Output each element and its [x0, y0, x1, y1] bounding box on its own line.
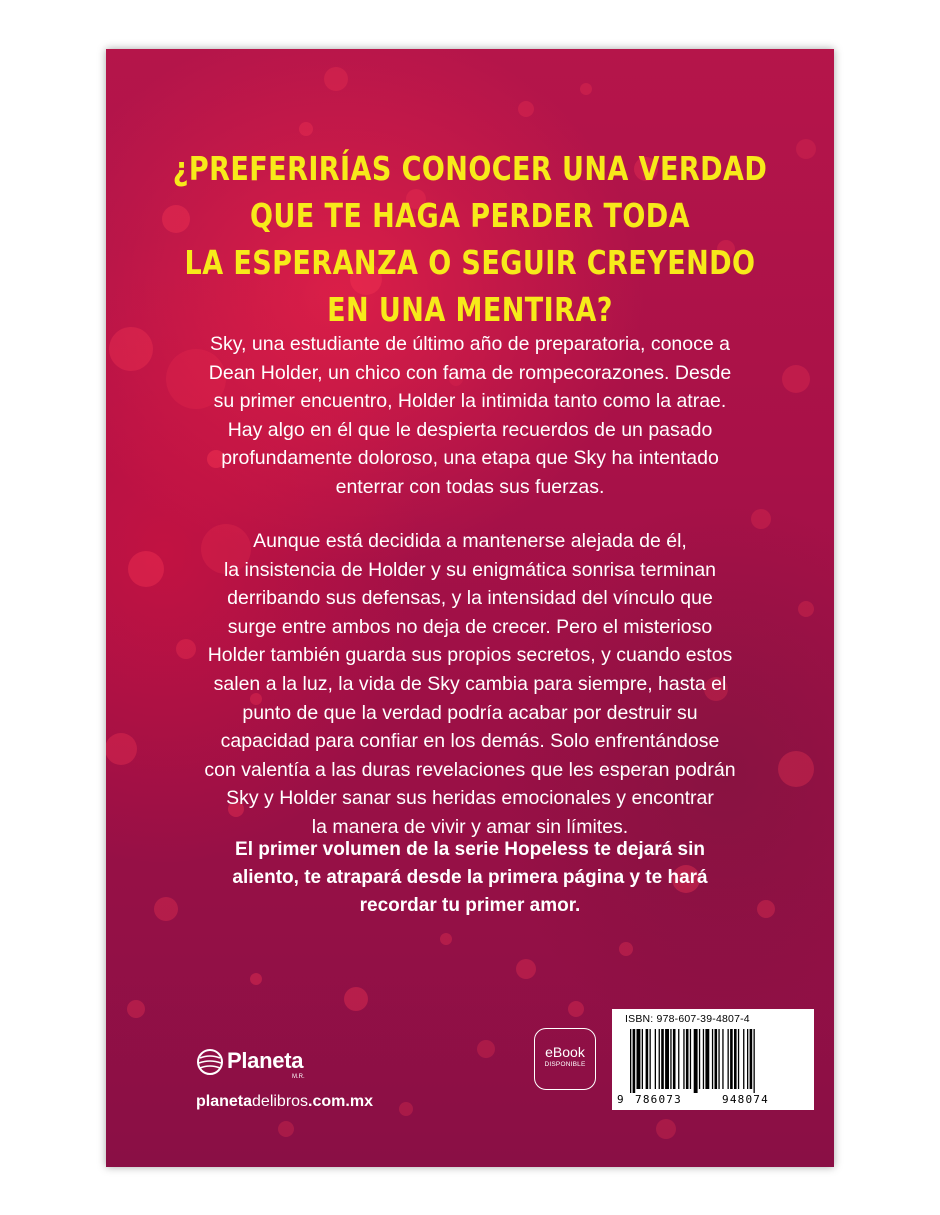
bokeh-circle — [516, 959, 536, 979]
barcode-bar — [683, 1029, 684, 1089]
bokeh-circle — [656, 1119, 676, 1139]
text-line: Holder también guarda sus propios secretos, y cuando estos — [207, 644, 733, 667]
text-line: surge entre ambos no deja de crecer. Pero el misterioso — [227, 615, 713, 638]
bokeh-circle — [344, 987, 368, 1011]
headline-line: ¿PREFERIRÍAS CONOCER UNA VERDAD — [172, 149, 768, 188]
headline — [172, 145, 769, 333]
site-light: delibros — [252, 1093, 309, 1110]
text-line: su primer encuentro, Holder la intimida tanto como la atrae. — [213, 390, 727, 413]
bokeh-circle — [477, 1040, 495, 1058]
ebook-label: eBook — [545, 1044, 585, 1060]
barcode-bar — [722, 1029, 723, 1089]
barcode-bar — [750, 1029, 753, 1089]
barcode-bar — [650, 1029, 651, 1089]
barcode-bar — [686, 1029, 689, 1089]
logo-wordmark: Planeta — [227, 1048, 304, 1073]
bokeh-circle — [278, 1121, 294, 1137]
bokeh-circle — [751, 509, 771, 529]
bokeh-circle — [796, 139, 816, 159]
barcode-bar — [712, 1029, 713, 1089]
barcode-bar — [734, 1029, 737, 1089]
barcode-bar — [670, 1029, 671, 1089]
synopsis-paragraph-1 — [106, 330, 834, 502]
barcode-bar — [661, 1029, 664, 1089]
synopsis-paragraph-2 — [106, 527, 834, 842]
barcode-bar — [703, 1029, 704, 1089]
text-line: la manera de vivir y amar sin límites. — [311, 815, 629, 838]
bokeh-circle — [619, 942, 633, 956]
bokeh-circle — [568, 1001, 584, 1017]
text-line: capacidad para confiar en los demás. Solo enfrentándose — [220, 730, 720, 753]
bokeh-circle — [399, 1102, 413, 1116]
tagline-paragraph — [106, 836, 834, 920]
site-bold: planeta — [196, 1093, 253, 1110]
text-line: salen a la luz, la vida de Sky cambia para siempre, hasta el — [213, 672, 727, 695]
text-line: Aunque está decidida a mantenerse alejada de él, — [253, 530, 687, 552]
logo-trademark: M.R. — [292, 1074, 305, 1080]
barcode-bar — [659, 1029, 660, 1089]
barcode-bar — [665, 1029, 669, 1089]
globe-icon — [196, 1048, 224, 1076]
book-back-cover — [106, 49, 834, 1167]
text-line: recordar tu primer amor. — [359, 895, 581, 916]
barcode-bar — [728, 1029, 729, 1089]
barcode-bar — [730, 1029, 733, 1089]
barcode-bar — [630, 1029, 631, 1093]
barcode-bar — [694, 1029, 698, 1093]
text-line: punto de que la verdad podría acabar por destruir su — [242, 701, 698, 724]
text-line: con valentía a las duras revelaciones que les esperan podrán — [204, 758, 736, 781]
barcode-bar — [718, 1029, 719, 1089]
barcode-bar — [754, 1029, 755, 1093]
text-line: enterrar con todas sus fuerzas. — [335, 475, 605, 498]
headline-line: LA ESPERANZA O SEGUIR CREYENDO — [184, 243, 756, 282]
text-line: profundamente doloroso, una etapa que Sky ha intentado — [221, 447, 719, 470]
bokeh-circle — [324, 67, 348, 91]
ebook-badge — [534, 1028, 596, 1090]
text-line: Sky, una estudiante de último año de preparatoria, conoce a — [210, 333, 730, 355]
text-line: aliento, te atrapará desde la primera página y te hará — [232, 867, 708, 888]
barcode-bar — [705, 1029, 709, 1089]
text-line: El primer volumen de la serie Hopeless te dejará sin — [235, 839, 705, 860]
barcode-bar — [743, 1029, 744, 1089]
barcode-bar — [637, 1029, 641, 1089]
headline-line: EN UNA MENTIRA? — [327, 290, 613, 329]
barcode-bar — [747, 1029, 748, 1089]
text-line: Sky y Holder sanar sus heridas emocionales y encontrar — [226, 787, 714, 810]
isbn-label: ISBN: 978-607-39-4807-4 — [625, 1013, 750, 1025]
bokeh-circle — [127, 1000, 145, 1018]
barcode-group-1: 786073 — [635, 1093, 682, 1106]
barcode-group-2: 948074 — [722, 1093, 769, 1106]
barcode-bar — [655, 1029, 656, 1089]
bokeh-circle — [250, 973, 262, 985]
bokeh-circle — [518, 101, 534, 117]
text-line: la insistencia de Holder y su enigmática sonrisa terminan — [223, 558, 717, 581]
barcode-bar — [673, 1029, 676, 1089]
headline-line: QUE TE HAGA PERDER TODA — [249, 196, 691, 235]
barcode-bar — [738, 1029, 739, 1089]
bokeh-circle — [299, 122, 313, 136]
barcode-bar — [646, 1029, 649, 1089]
bokeh-circle — [580, 83, 592, 95]
barcode-lead-digit: 9 — [617, 1093, 624, 1106]
barcode-bar — [699, 1029, 700, 1089]
barcode — [612, 1009, 814, 1110]
text-line: Hay algo en él que le despierta recuerdos de un pasado — [227, 418, 713, 441]
text-line: Dean Holder, un chico con fama de rompecorazones. Desde — [208, 361, 732, 384]
text-line: derribando sus defensas, y la intensidad del vínculo que — [227, 587, 713, 610]
barcode-bar — [678, 1029, 679, 1089]
bokeh-circle — [440, 933, 452, 945]
barcode-bar — [715, 1029, 718, 1089]
barcode-bars — [630, 1029, 800, 1093]
barcode-bar — [642, 1029, 643, 1089]
ebook-availability: DISPONIBLE — [544, 1061, 586, 1068]
barcode-bar — [690, 1029, 691, 1089]
publisher-website — [196, 1093, 373, 1111]
site-suffix: .com.mx — [308, 1093, 373, 1110]
planeta-logo — [196, 1044, 316, 1086]
barcode-bar — [633, 1029, 636, 1093]
